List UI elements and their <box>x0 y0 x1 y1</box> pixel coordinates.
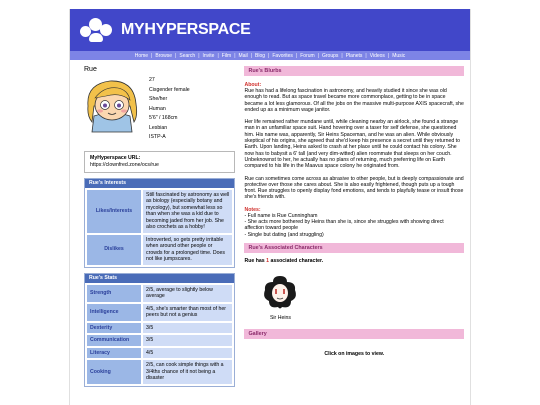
nav-separator: | <box>387 52 390 59</box>
profile-detail: She/her <box>149 96 168 102</box>
nav-link-videos[interactable]: Videos <box>369 52 385 59</box>
row-value: 4/5, she's smarter than most of her peers but not a genius <box>143 304 232 321</box>
row-value: 2/5, can cook simple things with a 3/4ths chance of it not being a disaster <box>143 360 232 384</box>
nav-link-planets[interactable]: Planets <box>345 52 363 59</box>
nav-link-search[interactable]: Search <box>179 52 196 59</box>
note-item: - Full name is Rue Cunningham <box>244 212 318 219</box>
profile-detail: 5'6" / 168cm <box>149 115 178 121</box>
nav-link-mail[interactable]: Mail <box>238 52 248 59</box>
note-item: - Single but dating (and struggling) <box>244 231 324 238</box>
blurbs-column <box>244 66 464 387</box>
profile-detail: Lesbian <box>149 124 168 131</box>
row-value: 4/5 <box>143 348 232 359</box>
nav-link-favorites[interactable]: Favorites <box>272 52 293 59</box>
site-nav <box>70 51 470 60</box>
blurb-paragraph: Rue can sometimes come across as abrasive to other people, but is deeply compassionate and protective over those she cares about. She is also easily frightened, though puts up a tough front. Rue struggles to openly display fond emotions, and tends to playfully tease or insult those she's friends with. <box>244 175 464 201</box>
row-key: Dexterity <box>87 323 141 334</box>
stat-row <box>87 323 232 334</box>
site-logo-text[interactable]: MYHYPERSPACE <box>121 21 251 38</box>
notes-list <box>244 213 464 238</box>
associated-prefix: Rue has <box>244 257 265 264</box>
row-key: Strength <box>87 285 141 302</box>
row-value: Still fascinated by astronomy as well as biology (especially botany and mycology), but somewhat less so than when she was a kid due to becoming jaded from her job. She also crochets as a hobby! <box>143 190 232 233</box>
interests-header: Rue's Interests <box>85 179 234 188</box>
character-avatar[interactable] <box>260 272 300 312</box>
nav-link-forum[interactable]: Forum <box>300 52 315 59</box>
profile-avatar[interactable] <box>84 76 141 133</box>
nav-link-groups[interactable]: Groups <box>322 52 339 59</box>
about-label: About: <box>244 82 262 88</box>
notes-label: Notes: <box>244 206 261 213</box>
row-value: 3/5 <box>143 323 232 334</box>
row-key: Dislikes <box>87 235 141 265</box>
blurbs-header: Rue's Blurbs <box>244 66 464 76</box>
character-card[interactable] <box>256 272 304 321</box>
profile-detail: 27 <box>149 77 155 83</box>
character-name[interactable]: Sir Heins <box>269 314 291 321</box>
nav-separator: | <box>365 52 367 59</box>
profile-page <box>69 9 471 405</box>
nav-separator: | <box>151 52 153 59</box>
nav-link-music[interactable]: Music <box>392 52 406 59</box>
row-value: Introverted, so gets pretty irritable when around other people or crowds for a prolonged time. Does not like jumpscares. <box>143 235 232 265</box>
profile-details <box>149 76 190 143</box>
blurb-paragraph: Rue has had a lifelong fascination in astronomy, and heavily studied it since she was old enough to read. But as space travel became more commonplace, getting to be in space became a lot less glamorous. Of all the jobs on the massive multi-purpose AXIS spacecraft, she ended up as a minimum wage janitor. <box>244 88 464 113</box>
associated-summary <box>244 258 464 264</box>
nav-separator: | <box>234 52 236 59</box>
blurb-paragraph: Her life remained rather mundane until, while cleaning nearby an airlock, she found a strange man in an unfamiliar space suit. Hand hovering over a taser for self defense, she questioned him. His name was, apparently, Sir Heins Spaceman, and he was an alien. While obviously skeptical of his origins, she agreed that she'd keep his presence a secret until they returned to Earth. Upon landing, Heins asked to crash at her place until he could contact his colony. She now has to babysit a 6' tall (and very dim-witted) alien roommate that sleeps on her couch. Unbeknownst to her, he actually has no plans of returning, much preferring life on Earth compared to his life in the Maavus space colony he originated from. <box>244 119 461 170</box>
nav-separator: | <box>175 52 177 59</box>
nav-link-invite[interactable]: Invite <box>202 52 215 59</box>
stats-header: Rue's Stats <box>85 274 234 283</box>
logo-icon[interactable] <box>80 17 116 43</box>
stat-row <box>87 335 232 346</box>
profile-url-box <box>84 151 235 173</box>
profile-detail: Cisgender female <box>149 86 190 93</box>
row-key: Likes/Interests <box>87 190 141 233</box>
profile-detail: ISTP-A <box>149 134 166 140</box>
profile-name: Rue <box>84 66 97 73</box>
nav-link-film[interactable]: Film <box>221 52 232 59</box>
site-banner <box>70 9 470 51</box>
stats-panel <box>84 273 235 387</box>
row-value: 2/5, average to slightly below average <box>143 285 232 302</box>
gallery-hint: Click on images to view. <box>324 350 385 357</box>
nav-link-home[interactable]: Home <box>134 52 149 59</box>
nav-separator: | <box>268 52 270 59</box>
stat-row <box>87 235 232 265</box>
interests-panel <box>84 178 235 268</box>
associated-suffix: associated character. <box>270 257 324 264</box>
nav-link-blog[interactable]: Blog <box>255 52 266 59</box>
row-key: Literacy <box>87 348 141 359</box>
nav-separator: | <box>198 52 200 59</box>
row-key: Intelligence <box>87 304 141 321</box>
row-key: Cooking <box>87 360 141 384</box>
nav-separator: | <box>341 52 343 59</box>
profile-url[interactable]: https://clownfred.zone/ocs/rue <box>90 161 159 168</box>
associated-count: 1 <box>266 257 269 264</box>
associated-header: Rue's Associated Characters <box>244 243 464 253</box>
stat-row <box>87 304 232 321</box>
nav-separator: | <box>317 52 319 59</box>
nav-separator: | <box>250 52 253 59</box>
stat-row <box>87 348 232 359</box>
nav-separator: | <box>295 52 298 59</box>
row-value: 3/5 <box>143 335 232 346</box>
stat-row <box>87 285 232 302</box>
profile-detail: Human <box>149 105 166 112</box>
note-item: - She acts more bothered by Heins than she is, since she struggles with showing direct affection toward people <box>244 219 444 232</box>
blurbs-section <box>244 66 464 238</box>
gallery-header: Gallery <box>244 329 464 339</box>
profile-column <box>84 66 235 387</box>
url-label: MyHyperspace URL: <box>90 154 141 161</box>
nav-link-browse[interactable]: Browse <box>155 52 173 59</box>
nav-separator: | <box>217 52 219 59</box>
stat-row <box>87 360 232 384</box>
stat-row <box>87 190 232 233</box>
row-key: Communication <box>87 335 141 346</box>
